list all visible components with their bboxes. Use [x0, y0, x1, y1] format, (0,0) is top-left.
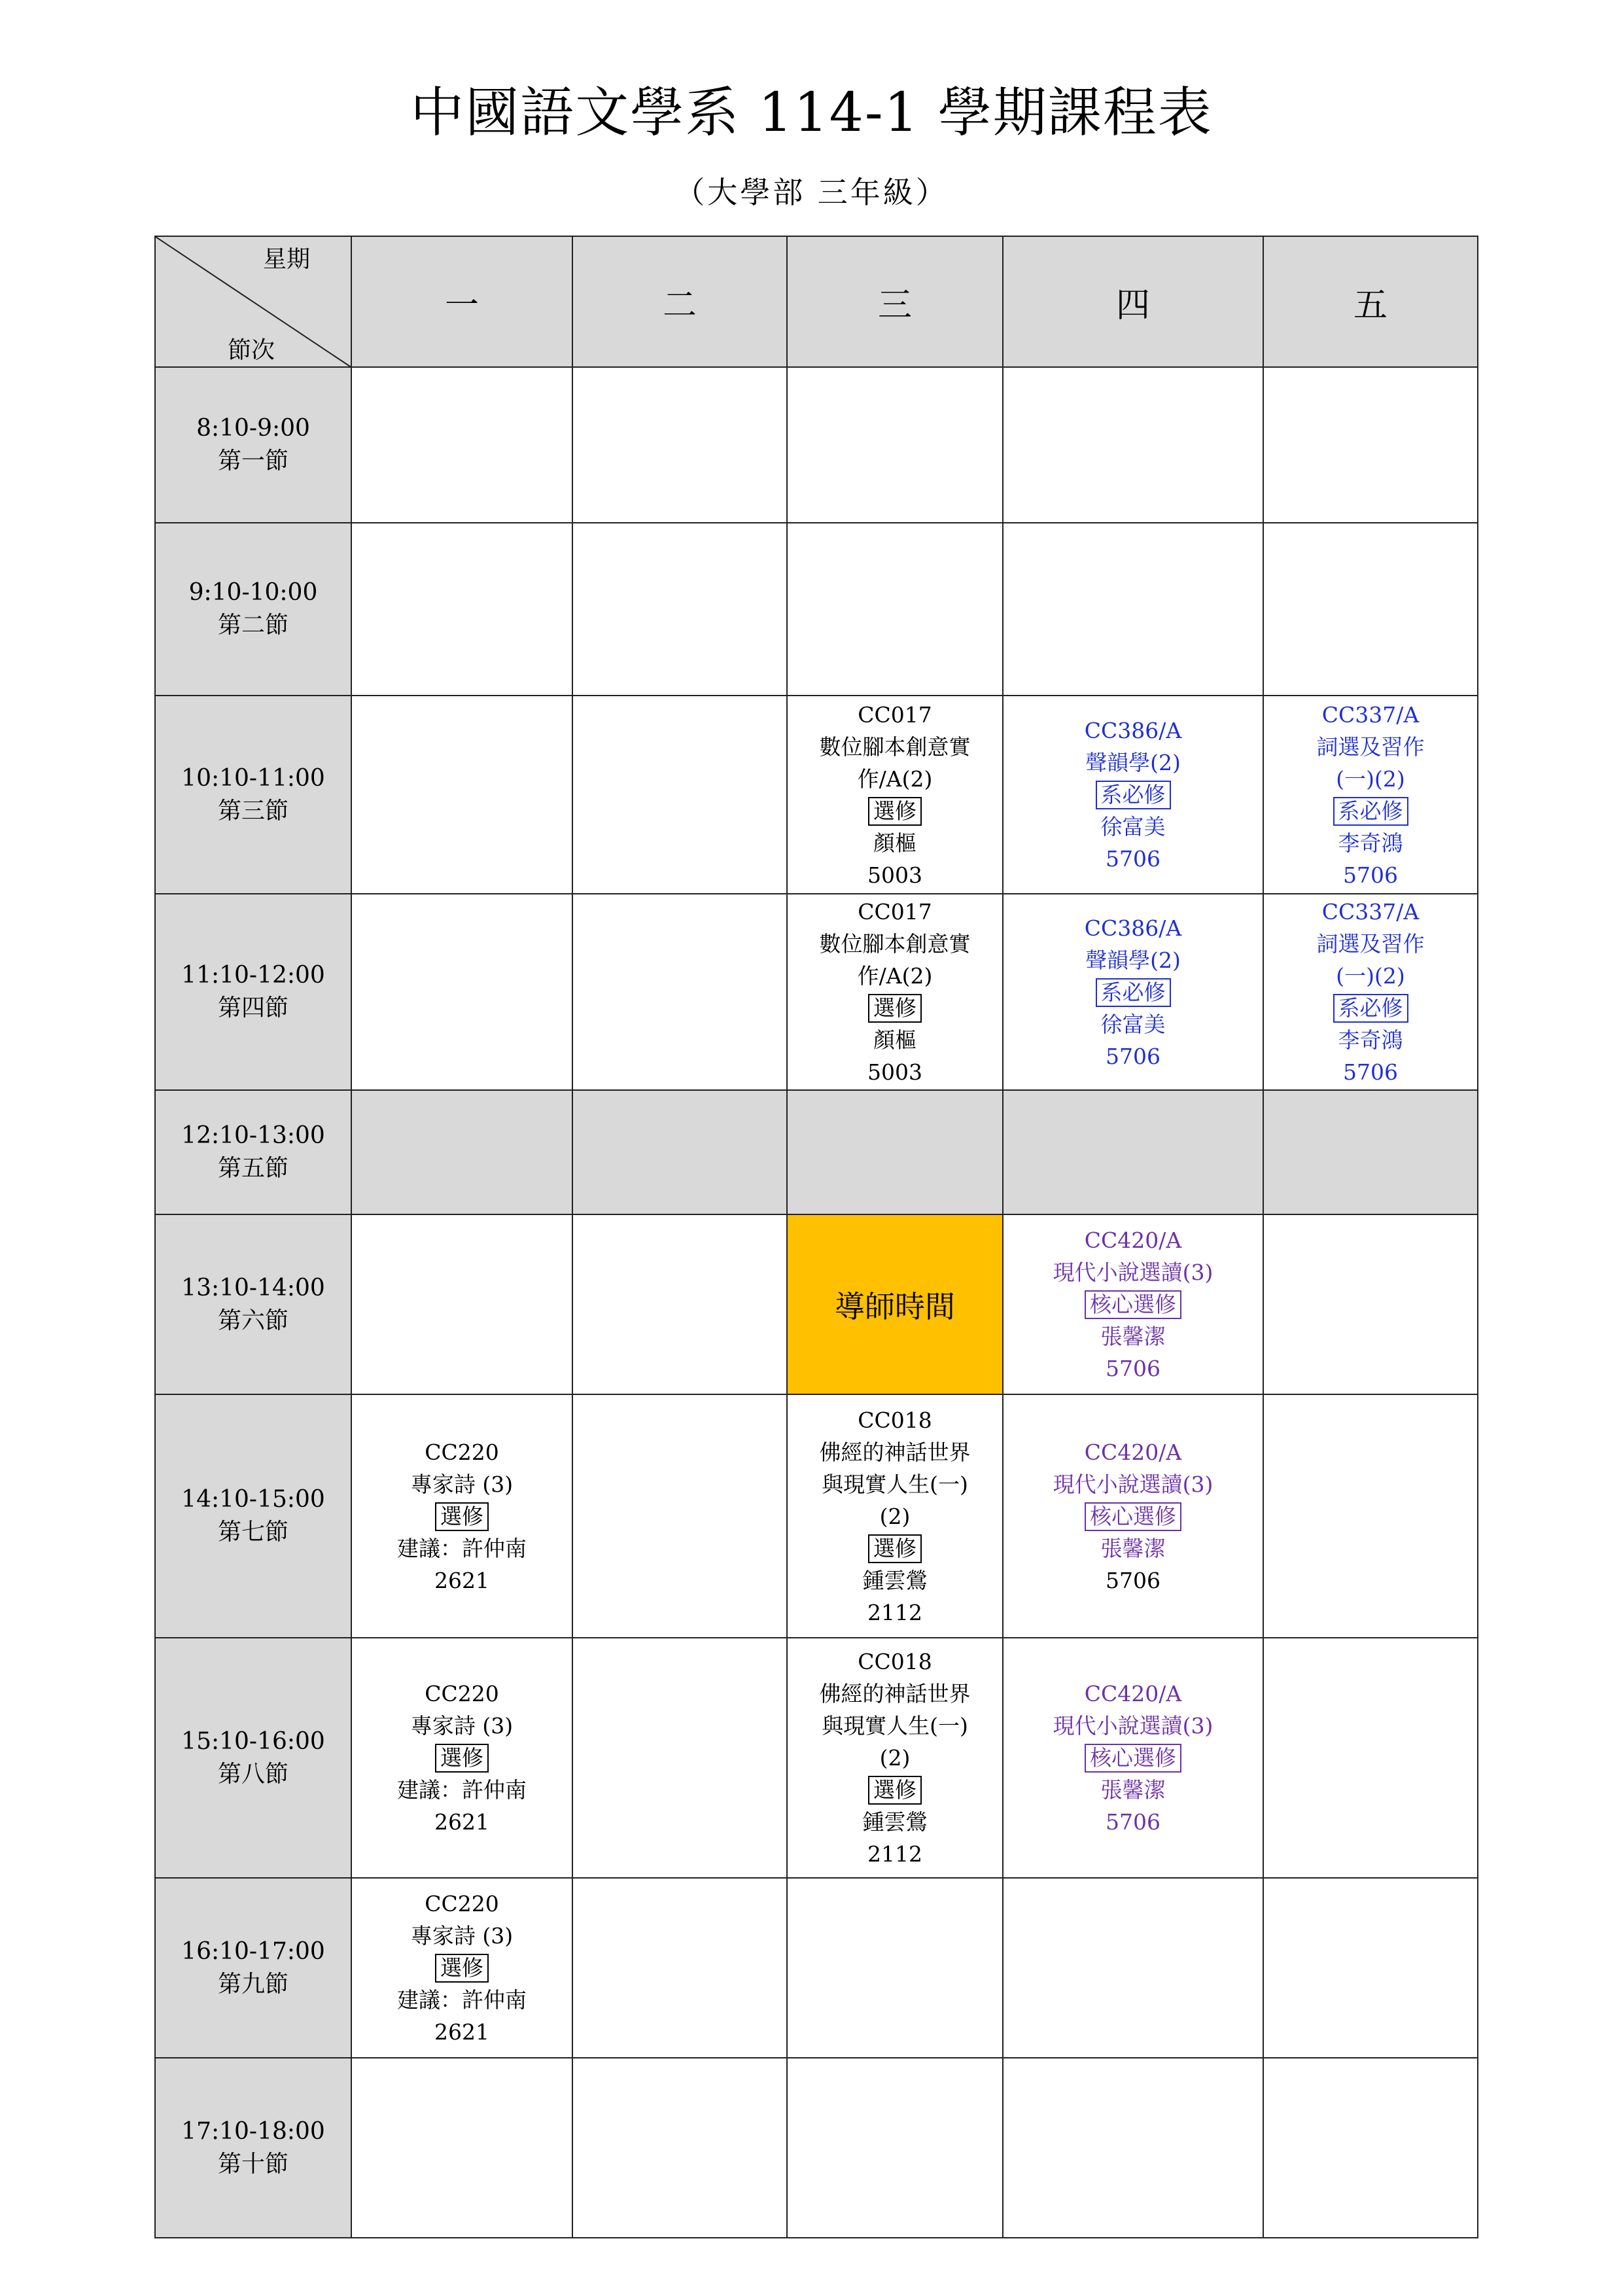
page-title: 中國語文學系 114-1 學期課程表 — [410, 82, 1213, 144]
course-teacher: 建議：許仲南 — [397, 1987, 527, 2013]
period-cell — [155, 1878, 351, 2058]
period-row — [155, 894, 1478, 1090]
empty-cell — [1263, 523, 1478, 696]
period-time: 15:10-16:00 — [181, 1727, 325, 1755]
course-room: 5706 — [1343, 1059, 1398, 1085]
course-code: CC420/A — [1084, 1439, 1182, 1465]
course-block — [352, 1888, 572, 2048]
period-cell — [155, 1214, 351, 1394]
empty-cell — [351, 2058, 572, 2238]
course-cell-cc017 — [787, 894, 1003, 1090]
course-name: (2) — [879, 1745, 911, 1771]
course-name: 聲韻學(2) — [1085, 947, 1181, 973]
period-name: 第六節 — [217, 1307, 288, 1334]
course-teacher: 建議：許仲南 — [397, 1777, 527, 1803]
header-row — [155, 236, 1478, 367]
period-row — [155, 1090, 1478, 1214]
course-type-badge: 選修 — [868, 797, 922, 826]
course-room: 2621 — [434, 2019, 489, 2045]
course-room: 5706 — [1343, 862, 1398, 888]
period-time: 16:10-17:00 — [181, 1937, 325, 1965]
course-code: CC220 — [425, 1681, 499, 1706]
course-cell-cc337 — [1263, 894, 1478, 1090]
course-teacher: 張馨潔 — [1100, 1535, 1166, 1561]
course-name: 聲韻學(2) — [1085, 750, 1181, 775]
course-room: 5706 — [1106, 1356, 1161, 1381]
day-header-mon: 一 — [351, 236, 572, 367]
course-cell-cc018 — [787, 1638, 1003, 1878]
course-cell-cc337 — [1263, 696, 1478, 894]
empty-cell — [572, 367, 787, 523]
empty-cell — [572, 1878, 787, 2058]
lunch-cell — [1003, 1090, 1263, 1214]
lunch-cell — [351, 1090, 572, 1214]
empty-cell — [787, 1878, 1003, 2058]
course-teacher: 張馨潔 — [1100, 1777, 1166, 1803]
course-code: CC220 — [425, 1439, 499, 1465]
course-block — [788, 1646, 1002, 1870]
course-cell-cc220 — [351, 1878, 572, 2058]
course-block — [788, 896, 1002, 1088]
period-time: 17:10-18:00 — [181, 2117, 325, 2145]
course-block — [1264, 896, 1477, 1088]
course-room: 2621 — [434, 1567, 489, 1593]
course-name: 現代小說選讀(3) — [1053, 1471, 1213, 1497]
course-room: 2112 — [867, 1841, 922, 1867]
course-block — [1003, 1436, 1263, 1597]
course-name: 詞選及習作 — [1316, 931, 1425, 957]
empty-cell — [787, 2058, 1003, 2238]
corner-period-label: 節次 — [228, 337, 275, 364]
course-type-badge: 核心選修 — [1085, 1290, 1181, 1319]
course-cell-cc220 — [351, 1394, 572, 1638]
course-room: 5003 — [867, 862, 922, 888]
course-code: CC386/A — [1084, 915, 1182, 941]
timetable — [154, 236, 1478, 2238]
course-code: CC017 — [858, 899, 932, 925]
course-name: 現代小說選讀(3) — [1053, 1260, 1213, 1285]
course-cell-cc220 — [351, 1638, 572, 1878]
period-row — [155, 1214, 1478, 1394]
empty-cell — [351, 1214, 572, 1394]
empty-cell — [1003, 367, 1263, 523]
course-type-badge: 系必修 — [1096, 978, 1171, 1007]
course-type-badge: 選修 — [435, 1744, 489, 1773]
period-cell — [155, 523, 351, 696]
lunch-cell — [572, 1090, 787, 1214]
period-row — [155, 1638, 1478, 1878]
period-cell — [155, 2058, 351, 2238]
course-block — [1264, 699, 1477, 891]
course-teacher: 顏樞 — [873, 830, 916, 856]
course-teacher: 李奇鴻 — [1338, 830, 1403, 856]
course-name: 現代小說選讀(3) — [1053, 1713, 1213, 1739]
course-name: 與現實人生(一) — [822, 1713, 968, 1739]
course-teacher: 李奇鴻 — [1338, 1027, 1403, 1053]
course-name: 數位腳本創意實 — [819, 931, 971, 957]
course-code: CC017 — [858, 701, 932, 728]
period-name: 第三節 — [217, 797, 288, 824]
course-teacher: 建議：許仲南 — [397, 1535, 527, 1561]
corner-cell — [155, 236, 351, 367]
empty-cell — [351, 894, 572, 1090]
period-time: 11:10-12:00 — [181, 962, 325, 989]
course-type-badge: 核心選修 — [1085, 1502, 1181, 1531]
course-type-badge: 選修 — [868, 1534, 922, 1563]
course-type-badge: 系必修 — [1333, 797, 1408, 826]
course-name: 與現實人生(一) — [822, 1471, 968, 1497]
period-name: 第五節 — [217, 1155, 288, 1182]
empty-cell — [572, 1638, 787, 1878]
period-time: 10:10-11:00 — [181, 764, 325, 792]
course-teacher: 徐富美 — [1100, 1011, 1166, 1037]
empty-cell — [351, 696, 572, 894]
course-type-badge: 系必修 — [1333, 994, 1408, 1023]
course-room: 5706 — [1106, 846, 1161, 872]
empty-cell — [1003, 1878, 1263, 2058]
course-cell-cc420 — [1003, 1214, 1263, 1394]
course-block — [352, 1678, 572, 1838]
course-code: CC337/A — [1321, 701, 1420, 728]
day-header-tue: 二 — [572, 236, 787, 367]
course-cell-cc018 — [787, 1394, 1003, 1638]
course-teacher: 鍾雲鶯 — [862, 1809, 928, 1835]
course-name: (一)(2) — [1336, 766, 1405, 792]
course-block — [352, 1436, 572, 1597]
period-cell — [155, 1638, 351, 1878]
period-row — [155, 1394, 1478, 1638]
course-room: 5003 — [867, 1059, 922, 1085]
period-cell — [155, 894, 351, 1090]
period-time: 9:10-10:00 — [188, 579, 318, 606]
lunch-cell — [787, 1090, 1003, 1214]
course-teacher: 顏樞 — [873, 1027, 916, 1053]
period-name: 第八節 — [217, 1760, 288, 1788]
period-row — [155, 523, 1478, 696]
empty-cell — [572, 523, 787, 696]
course-code: CC018 — [858, 1649, 932, 1674]
period-cell — [155, 367, 351, 523]
period-name: 第一節 — [217, 448, 288, 474]
course-name: 專家詩 (3) — [410, 1923, 514, 1949]
empty-cell — [1263, 2058, 1478, 2238]
course-block — [788, 699, 1002, 891]
period-name: 第七節 — [217, 1519, 288, 1545]
period-row — [155, 2058, 1478, 2238]
course-room: 5706 — [1106, 1043, 1161, 1069]
period-row — [155, 696, 1478, 894]
empty-cell — [572, 696, 787, 894]
course-type-badge: 核心選修 — [1085, 1744, 1181, 1773]
course-teacher: 鍾雲鶯 — [862, 1567, 928, 1593]
course-code: CC420/A — [1084, 1681, 1182, 1706]
course-type-badge: 選修 — [435, 1502, 489, 1531]
course-cell-cc420 — [1003, 1638, 1263, 1878]
course-cell-cc420 — [1003, 1394, 1263, 1638]
course-name: 詞選及習作 — [1316, 733, 1425, 760]
empty-cell — [351, 523, 572, 696]
empty-cell — [1263, 1878, 1478, 2058]
period-name: 第四節 — [217, 995, 288, 1021]
day-header-wed: 三 — [787, 236, 1003, 367]
course-cell-cc386 — [1003, 894, 1263, 1090]
course-name: 作/A(2) — [857, 963, 933, 989]
course-name: 作/A(2) — [857, 766, 933, 792]
empty-cell — [1263, 1394, 1478, 1638]
course-type-badge: 選修 — [868, 1776, 922, 1805]
day-header-thu: 四 — [1003, 236, 1263, 367]
course-block — [1003, 1224, 1263, 1385]
course-name: (2) — [879, 1503, 911, 1529]
empty-cell — [787, 523, 1003, 696]
course-name: 專家詩 (3) — [410, 1471, 514, 1497]
course-block — [1003, 715, 1263, 875]
course-teacher: 張馨潔 — [1100, 1324, 1166, 1349]
course-room: 2621 — [434, 1809, 489, 1835]
period-name: 第九節 — [217, 1970, 288, 1998]
empty-cell — [572, 2058, 787, 2238]
period-cell — [155, 696, 351, 894]
period-time: 12:10-13:00 — [181, 1122, 325, 1149]
course-code: CC220 — [425, 1891, 499, 1916]
period-time: 13:10-14:00 — [181, 1274, 325, 1301]
period-cell — [155, 1394, 351, 1638]
period-row — [155, 1878, 1478, 2058]
course-room: 5706 — [1106, 1567, 1161, 1593]
course-block — [788, 1404, 1002, 1629]
empty-cell — [1263, 1638, 1478, 1878]
empty-cell — [351, 367, 572, 523]
period-row — [155, 367, 1478, 523]
course-type-badge: 系必修 — [1096, 781, 1171, 809]
course-name: (一)(2) — [1336, 963, 1405, 989]
empty-cell — [572, 1394, 787, 1638]
course-type-badge: 選修 — [868, 994, 922, 1023]
course-name: 數位腳本創意實 — [819, 733, 971, 760]
course-cell-cc017 — [787, 696, 1003, 894]
corner-day-label: 星期 — [262, 246, 310, 273]
period-time: 8:10-9:00 — [196, 415, 310, 442]
course-name: 佛經的神話世界 — [819, 1681, 971, 1706]
empty-cell — [1263, 367, 1478, 523]
course-code: CC018 — [858, 1407, 932, 1433]
course-cell-cc386 — [1003, 696, 1263, 894]
empty-cell — [787, 367, 1003, 523]
course-block — [1003, 1678, 1263, 1838]
course-name: 專家詩 (3) — [410, 1713, 514, 1739]
empty-cell — [1003, 2058, 1263, 2238]
period-time: 14:10-15:00 — [181, 1486, 325, 1513]
course-room: 2112 — [867, 1599, 922, 1625]
period-name: 第二節 — [217, 612, 288, 639]
empty-cell — [1003, 523, 1263, 696]
lunch-cell — [1263, 1090, 1478, 1214]
empty-cell — [572, 1214, 787, 1394]
period-cell — [155, 1090, 351, 1214]
course-name: 佛經的神話世界 — [819, 1439, 971, 1465]
course-block — [1003, 912, 1263, 1072]
course-teacher: 徐富美 — [1100, 814, 1166, 839]
course-code: CC420/A — [1084, 1227, 1182, 1253]
course-type-badge: 選修 — [435, 1954, 489, 1983]
course-code: CC337/A — [1321, 899, 1420, 925]
course-room: 5706 — [1106, 1809, 1161, 1835]
day-header-fri: 五 — [1263, 236, 1478, 367]
course-code: CC386/A — [1084, 718, 1182, 743]
empty-cell — [572, 894, 787, 1090]
period-name: 第十節 — [217, 2150, 288, 2178]
mentor-time-cell: 導師時間 — [787, 1214, 1003, 1394]
empty-cell — [1263, 1214, 1478, 1394]
page-subtitle: （大學部 三年級） — [674, 175, 949, 210]
